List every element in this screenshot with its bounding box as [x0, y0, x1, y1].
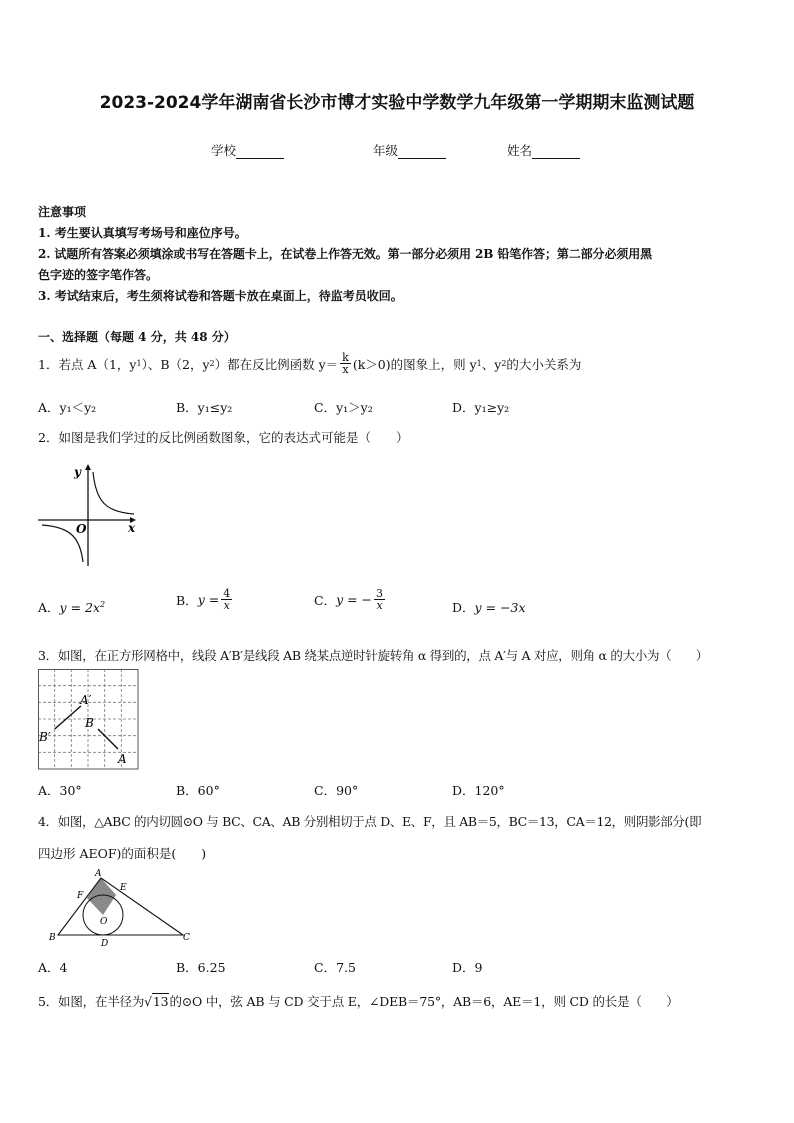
- label-o: O: [100, 917, 108, 927]
- label-f: F: [77, 891, 84, 901]
- fraction-numerator: 4: [223, 587, 231, 600]
- sqrt-symbol: √: [144, 994, 152, 1009]
- name-blank[interactable]: [532, 158, 580, 159]
- exam-title: 2023-2024学年湖南省长沙市博才实验中学数学九年级第一学期期末监测试题: [99, 93, 695, 113]
- q1-sub: 1: [476, 359, 482, 368]
- option-c[interactable]: C．7.5: [314, 960, 356, 975]
- q1-text-part: 的图象上，则 y: [390, 356, 477, 372]
- notice-item: 1. 考生要认真填写考场号和座位序号。: [38, 226, 247, 240]
- label-a: A: [118, 752, 127, 766]
- option-c[interactable]: C．90°: [314, 783, 359, 798]
- option-fraction: [221, 588, 232, 611]
- option-a[interactable]: A．y₁＜y₂: [38, 400, 97, 415]
- school-label: 学校: [211, 143, 237, 158]
- q1-text-part: ）都在反比例函数 y＝: [214, 356, 339, 372]
- label-d: D: [101, 939, 109, 948]
- q5-text-part: 5．如图，在半径为: [38, 994, 145, 1009]
- name-field: [507, 141, 580, 159]
- option-prefix: C．: [314, 592, 337, 608]
- fraction-numerator: k: [342, 351, 349, 364]
- label-e: E: [120, 883, 127, 893]
- grade-blank[interactable]: [398, 158, 446, 159]
- segment-a-b: [98, 729, 118, 749]
- q3-grid-figure: [38, 669, 139, 770]
- notice-item: 色字迹的签字笔作答。: [38, 268, 159, 282]
- q1-text-part: 、y: [481, 356, 502, 372]
- fraction-numerator: 3: [376, 587, 384, 600]
- origin-label: O: [76, 522, 87, 536]
- school-blank[interactable]: [236, 158, 284, 159]
- option-expr: y = −3x: [474, 600, 526, 615]
- q1-sub: 2: [209, 359, 215, 368]
- name-label: 姓名: [507, 143, 533, 158]
- label-b: B: [85, 716, 94, 730]
- question-3: 3．如图，在正方形网格中，线段 A′B′是线段 AB 绕某点逆时针旋转角 α 得到的，点 A′与 A 对应，则角 α 的大小为（ ）: [38, 648, 708, 663]
- option-prefix: B．: [176, 592, 198, 608]
- option-expr: y =: [197, 592, 220, 607]
- label-a-prime: A′: [80, 693, 92, 707]
- option-c[interactable]: C．y₁＞y₂: [314, 400, 373, 415]
- q1-text-part: 1．若点 A（1，y: [38, 356, 137, 372]
- notice-item: 3. 考试结束后，考生须将试卷和答题卡放在桌面上，待监考员收回。: [38, 289, 403, 303]
- fraction-denominator: x: [223, 599, 230, 612]
- grade-field: [373, 141, 446, 159]
- question-4-line-1: 4．如图，△ABC 的内切圆⊙O 与 BC、CA、AB 分别相切于点 D、E、F，且 AB＝5，BC＝13，CA＝12，则阴影部分(即: [38, 814, 702, 829]
- option-a[interactable]: A．4: [38, 960, 68, 975]
- option-c[interactable]: [314, 588, 387, 611]
- label-a: A: [95, 869, 102, 879]
- label-b: B: [49, 933, 56, 943]
- option-d[interactable]: D．120°: [452, 783, 505, 798]
- q2-hyperbola-graph: [36, 462, 140, 566]
- option-b[interactable]: B．60°: [176, 783, 220, 798]
- option-exponent: 2: [100, 599, 106, 609]
- option-d[interactable]: D．9: [452, 960, 483, 975]
- x-axis-label: x: [128, 521, 136, 535]
- option-a[interactable]: A．30°: [38, 783, 82, 798]
- option-b[interactable]: B．y₁≤y₂: [176, 400, 233, 415]
- option-prefix: D．: [452, 600, 475, 615]
- option-b[interactable]: [176, 588, 234, 611]
- q1-text-part: 的大小关系为: [506, 356, 582, 372]
- label-b-prime: B′: [39, 730, 51, 744]
- q1-sub: 2: [501, 359, 507, 368]
- y-axis-arrow: [85, 464, 91, 470]
- notice-heading: 注意事项: [38, 205, 87, 219]
- option-expr: y = −: [336, 592, 373, 607]
- question-5: [38, 992, 679, 1010]
- section-heading: 一、选择题（每题 4 分，共 48 分）: [38, 330, 236, 344]
- option-expr: y = 2x: [59, 600, 101, 615]
- segment-a-prime-b-prime: [55, 706, 81, 729]
- option-a[interactable]: [38, 598, 105, 616]
- notice-item: 2. 试题所有答案必须填涂或书写在答题卡上，在试卷上作答无效。第一部分必须用 2B 铅笔作答；第二部分必须用黑: [38, 247, 653, 261]
- q4-incircle-figure: [46, 866, 196, 948]
- y-axis-label: y: [74, 465, 81, 479]
- hyperbola-branch-q1: [93, 472, 134, 514]
- option-b[interactable]: B．6.25: [176, 960, 226, 975]
- option-fraction: [374, 588, 385, 611]
- q1-fraction: [340, 352, 351, 375]
- option-d[interactable]: D．y₁≥y₂: [452, 400, 510, 415]
- fraction-denominator: x: [342, 363, 349, 376]
- q1-text-part: ）、B（2，y: [141, 356, 210, 372]
- grade-label: 年级: [373, 143, 399, 158]
- option-prefix: A．: [38, 600, 60, 615]
- question-1: [38, 352, 581, 375]
- question-4-line-2: 四边形 AEOF)的面积是( ): [38, 846, 207, 861]
- fraction-denominator: x: [376, 599, 383, 612]
- sqrt-radicand: 13: [152, 994, 169, 1009]
- q1-sub: 1: [136, 359, 142, 368]
- school-field: [211, 141, 284, 159]
- q1-condition: (k＞0): [352, 356, 391, 372]
- label-c: C: [183, 933, 190, 943]
- option-d[interactable]: [452, 598, 526, 616]
- q5-text-part: 的⊙O 中，弦 AB 与 CD 交于点 E，∠DEB＝75°，AB＝6，AE＝1，则 CD 的长是（ ）: [169, 994, 679, 1009]
- question-2: 2．如图是我们学过的反比例函数图象，它的表达式可能是（ ）: [38, 430, 409, 445]
